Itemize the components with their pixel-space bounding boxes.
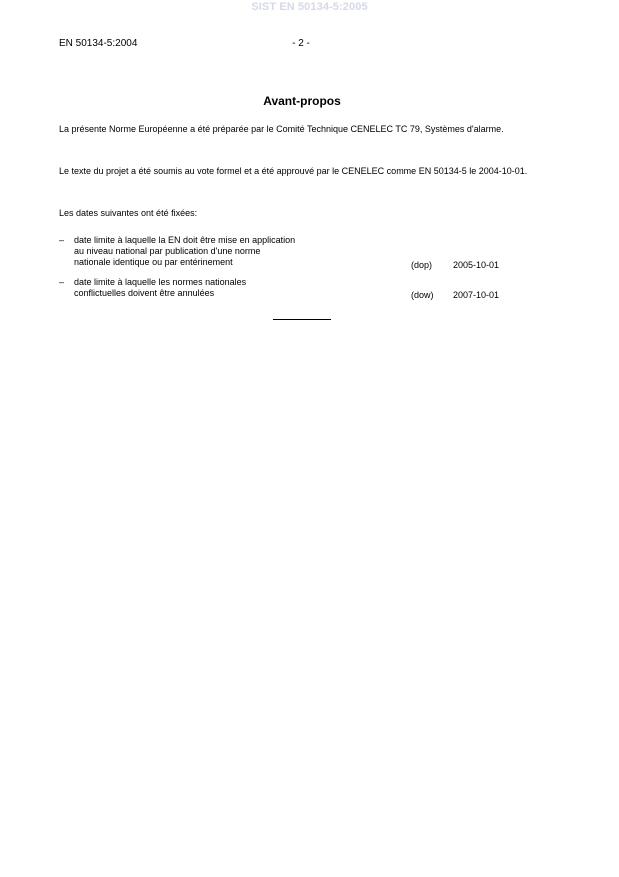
description-line: date limite à laquelle la EN doit être mise en application [74, 235, 296, 245]
dash-bullet: – [59, 235, 65, 245]
section-title: Avant-propos [263, 94, 341, 108]
date-code: (dop) [411, 260, 433, 270]
date-value: 2007-10-01 [453, 290, 500, 300]
date-value: 2005-10-01 [453, 260, 500, 270]
date-item-description [74, 235, 374, 268]
paragraph-prepared-by: La présente Norme Européenne a été préparée par le Comité Technique CENELEC TC 79, Systèmes d'alarme. [59, 124, 504, 134]
watermark: SIST EN 50134-5:2005 [251, 1, 368, 13]
date-code: (dow) [411, 290, 434, 300]
page-number: - 2 - [292, 38, 310, 49]
paragraph-vote: Le texte du projet a été soumis au vote formel et a été approuvé par le CENELEC comme EN 50134-5 le 2004-10-01. [59, 166, 528, 176]
paragraph-dates-intro: Les dates suivantes ont été fixées: [59, 208, 198, 218]
date-item-description [74, 277, 374, 299]
description-line: au niveau national par publication d'une norme [74, 246, 261, 256]
description-line: date limite à laquelle les normes nationales [74, 277, 247, 287]
document-id: EN 50134-5:2004 [59, 38, 138, 49]
dash-bullet: – [59, 277, 65, 287]
end-rule [273, 319, 331, 320]
description-line: conflictuelles doivent être annulées [74, 288, 215, 298]
description-line: nationale identique ou par entérinement [74, 257, 233, 267]
